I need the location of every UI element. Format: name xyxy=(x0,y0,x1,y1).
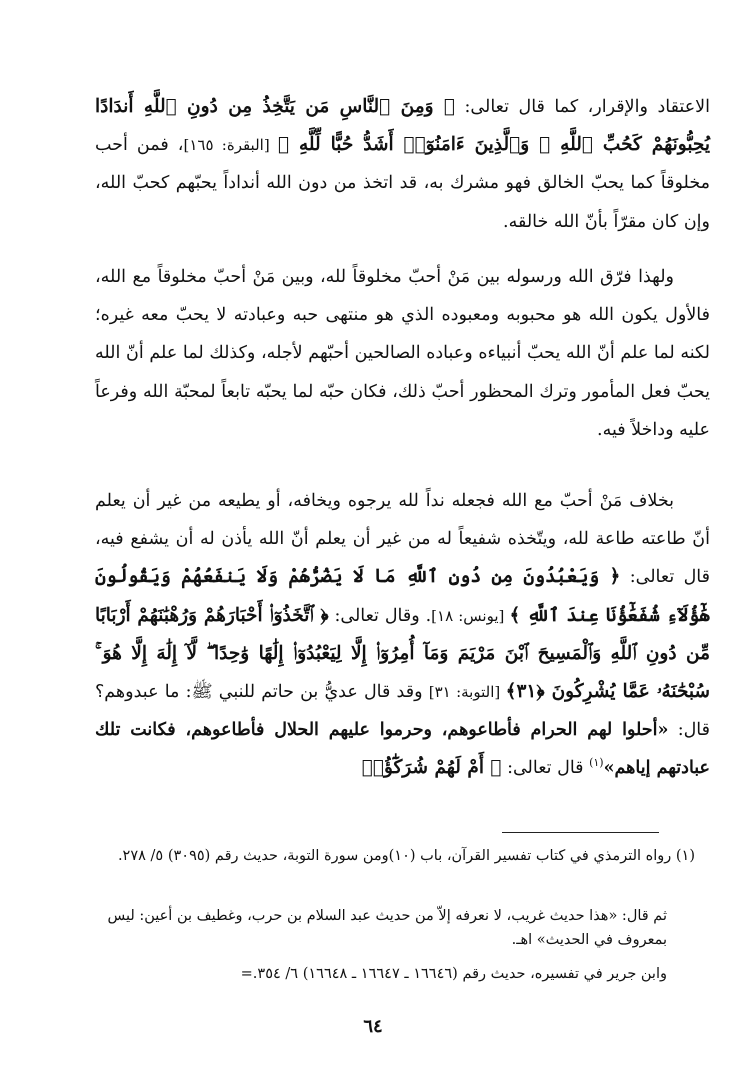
text-run: قال تعالى: xyxy=(501,758,590,779)
text-run: . وقال تعالى: xyxy=(328,605,432,626)
verse-reference: [البقرة: ١٦٥] xyxy=(183,136,278,155)
footnote-3-text: وابن جرير في تفسيره، حديث رقم (١٦٦٤٦ ـ ١٦٦٤٧ ـ ١٦٦٤٨) ٦/ ٣٥٤.= xyxy=(240,966,667,982)
text-run: بخلاف مَنْ أحبّ مع الله فجعله نداً لله يرجوه ويخافه، أو يطيعه من غير أن يعلم أنّ طاعته طاعة لله، ويتّخذه شفيعاً له من غير أن يعلم أنّ الله يأذن له أن يشفع فيه، قال تعالى: xyxy=(95,491,710,588)
paragraph-2-text: ولهذا فرّق الله ورسوله بين مَنْ أحبّ مخلوقاً لله، وبين مَنْ أحبّ مخلوقاً مع الله، فالأول يكون الله هو محبوبه ومعبوده الذي هو منتهى حبه وعبادته لا يحبّ معه غيره؛ لكنه لما علم أنّ الله يحبّ أنبياءه وعباده الصالحين أحبّهم لأجله، وكذلك لما علم أنّ الله يحبّ فعل المأمور وترك المحظور أحبّ ذلك، فكان حبّه لما يحبّه تابعاً لمحبّة الله وفرعاً عليه وداخلاً فيه. xyxy=(95,267,710,440)
footnote-separator xyxy=(502,832,659,833)
page-number: ٦٤ xyxy=(363,1016,383,1037)
footnote-2-text: ثم قال: «هذا حديث غريب، لا نعرفه إلاّ من حديث عبد السلام بن حرب، وغطيف بن أعين: ليس بمعروف في الحديث» اهـ. xyxy=(107,908,667,948)
text-run: وقد قال عديُّ بن حاتم للنبي ﷺ: ما عبدوهم؟ قال: xyxy=(95,682,711,741)
footnote-1-continuation xyxy=(75,904,695,952)
quran-verse: ﴿ ٱتَّخَذُوٓا۟ أَحْبَارَهُمْ وَرُهْبَٰنَهُمْ أَرْبَابًا مِّن دُونِ ٱللَّهِ وَٱلْمَسِيحَ ٱبْنَ مَرْيَمَ وَمَآ أُمِرُوٓا۟ إِلَّا لِيَعْبُدُوٓا۟ إِلَٰهًا وَٰحِدًا ۖ لَّآ إِلَٰهَ إِلَّا هُوَ ۚ سُبْحَٰنَهُۥ عَمَّا يُشْرِكُونَ ﴿٣١﴾ xyxy=(95,604,711,703)
verse-reference: [يونس: ١٨] xyxy=(431,606,510,625)
hadith-quote: «أحلوا لهم الحرام فأطاعوهم، وحرموا عليهم الحلال فأطاعوهم، فكانت تلك عبادتهم إياهم» xyxy=(95,720,710,779)
footnote-1-text: (١) رواه الترمذي في كتاب تفسير القرآن، باب (١٠)ومن سورة التوبة، حديث رقم (٣٠٩٥) ٥/ ٢٧٨. xyxy=(117,848,695,864)
text-run: الاعتقاد والإقرار، كما قال تعالى: xyxy=(455,97,710,117)
paragraph-1 xyxy=(95,88,710,241)
footnote-marker: (١) xyxy=(589,756,604,770)
text-run: ، فمن أحب مخلوقاً كما يحبّ الخالق فهو مشرك به، قد اتخذ من دون الله أنداداً يحبّهم كحبّ الله، وإن كان مقرّاً بأنّ الله خالقه. xyxy=(95,135,710,232)
quran-verse: ﴿ وَيَعْبُدُونَ مِن دُونِ ٱللَّهِ مَا لَا يَضُرُّهُمْ وَلَا يَنفَعُهُمْ وَيَقُولُونَ هَٰٓؤُلَآءِ شُفَعَٰٓؤُنَا عِندَ ٱللَّهِ ﴾ xyxy=(95,566,710,626)
footnote-1 xyxy=(75,844,695,868)
quran-verse: ﴿ أَمْ لَهُمْ شُرَكَٰٓؤُا۟ xyxy=(361,757,502,779)
verse-reference: [التوبة: ٣١] xyxy=(428,683,506,702)
quran-verse: ﴿ وَمِنَ ٱلنَّاسِ مَن يَتَّخِذُ مِن دُونِ ٱللَّهِ أَندَادًا يُحِبُّونَهُمْ كَحُبِّ ٱللَّهِ ۖ وَٱلَّذِينَ ءَامَنُوٓا۟ أَشَدُّ حُبًّا لِّلَّهِ ﴾ xyxy=(95,96,710,156)
paragraph-3 xyxy=(95,482,710,788)
paragraph-2 xyxy=(95,258,710,449)
footnote-1-source xyxy=(75,962,695,986)
